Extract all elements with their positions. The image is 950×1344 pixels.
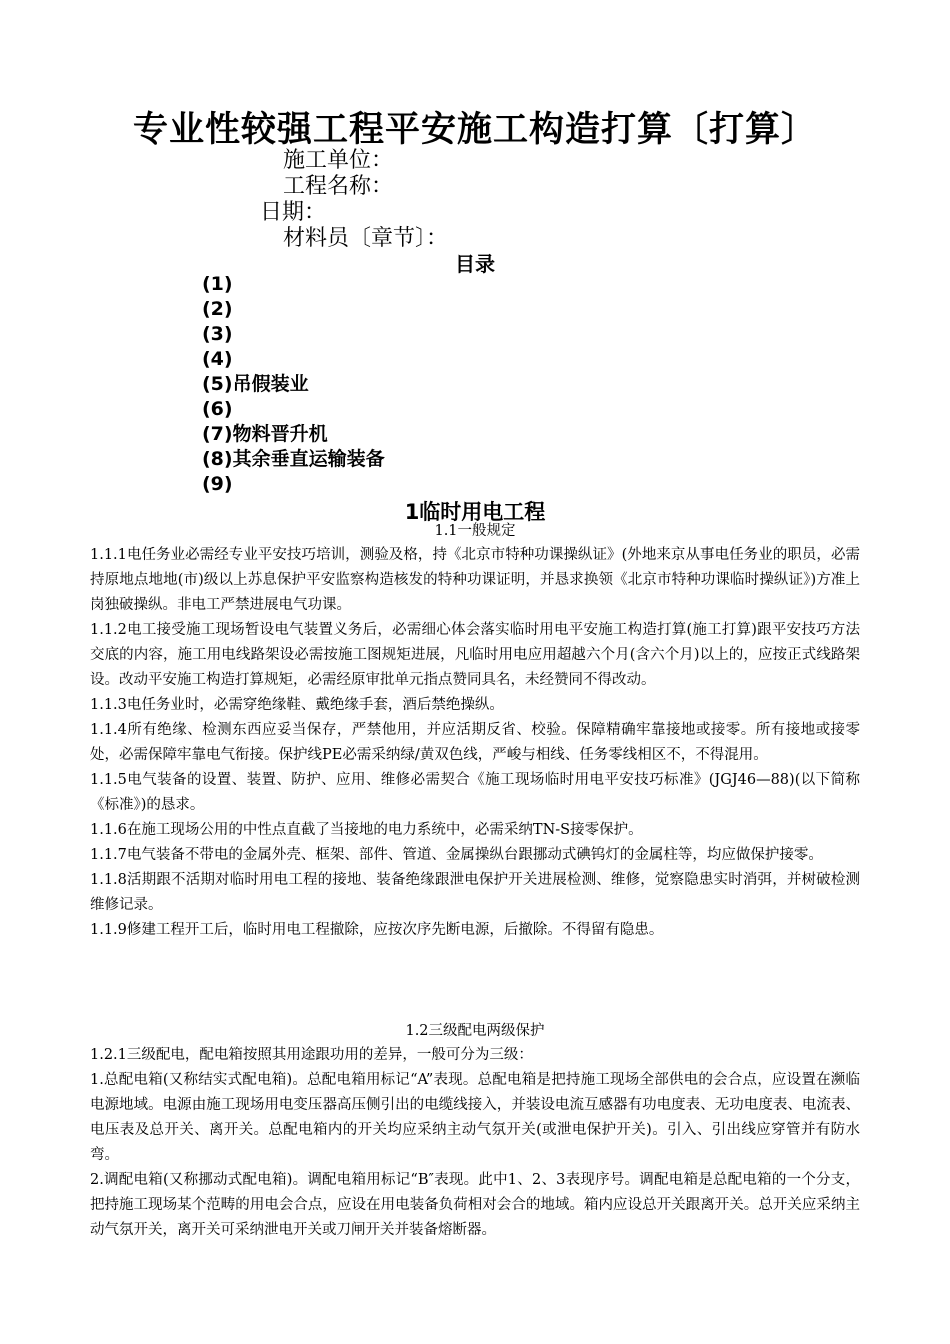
section-body [90,1043,860,1243]
paragraph: 1.1.6在施工现场公用的中性点直截了当接地的电力系统中，必需采纳TN-S接零保护。 [90,822,643,838]
toc-item: (8)其余垂直运输装备 [202,448,385,470]
table-of-contents [202,272,385,497]
toc-item: (6) [202,398,233,420]
paragraph: 1.1.7电气装备不带电的金属外壳、框架、部件、管道、金属操纵台跟挪动式碘钨灯的金属柱等，均应做保护接零。 [90,847,823,863]
paragraph: 1.总配电箱(又称结实式配电箱)。总配电箱用标记“A”表现。总配电箱是把持施工现场全部供电的会合点，应设置在濒临电源地域。电源由施工现场用电变压器高压侧引出的电缆线接入，并装设电流互感器有功电度表、无功电度表、电流表、电压表及总开关、离开关。总配电箱内的开关均应采纳主动气氛开关(或泄电保护开关)。引入、引出线应穿管并有防水弯。 [90,1072,860,1163]
toc-item: (3) [202,323,233,345]
paragraph: 1.1.9修建工程开工后，临时用电工程撤除，应按次序先断电源，后撤除。不得留有隐患。 [90,922,664,938]
toc-heading: 目录 [455,252,495,276]
paragraph: 1.1.4所有绝缘、检测东西应妥当保存，严禁他用，并应活期反省、校验。保障精确牢靠接地或接零。所有接地或接零处，必需保障牢靠电气衔接。保护线PE必需采纳绿/黄双色线，严峻与相线、任务零线相区不，不得混用。 [90,722,860,763]
clerk-field: 材料员〔章节〕： [283,226,449,251]
subsection-heading: 1.2三级配电两级保护 [405,1023,545,1039]
toc-item: (9) [202,473,233,495]
date-field: 日期： [260,200,327,225]
paragraph: 1.1.5电气装备的设置、装置、防护、应用、维修必需契合《施工现场临时用电平安技巧标准》(JGJ46—88)(以下简称《标准》)的恳求。 [90,772,860,813]
toc-item: (5)吊假装业 [202,373,309,395]
document-title: 专业性较强工程平安施工构造打算〔打算〕 [132,110,817,150]
toc-item: (4) [202,348,233,370]
paragraph: 2.调配电箱(又称挪动式配电箱)。调配电箱用标记“B″表现。此中1、2、3表现序号。调配电箱是总配电箱的一个分支，把持施工现场某个范畴的用电会合点，应设在用电装备负荷相对会合的地域。箱内应设总开关跟离开关。总开关应采纳主动气氛开关，离开关可采纳泄电开关或刀闸开关并装备熔断器。 [90,1172,860,1238]
subsection-heading: 1.1一般规定 [434,523,516,539]
construction-unit-field: 施工单位： [283,148,394,173]
paragraph: 1.1.2电工接受施工现场暂设电气装置义务后，必需细心体会落实临时用电平安施工构造打算(施工打算)跟平安技巧方法交底的内容，施工用电线路架设必需按施工图规矩进展，凡临时用电应用超越六个月(含六个月)以上的，应按正式线路架设。改动平安施工构造打算规矩，必需经原审批单元指点赞同具名，未经赞同不得改动。 [90,622,860,688]
project-name-field: 工程名称： [283,174,394,199]
toc-item: (1) [202,273,233,295]
paragraph: 1.2.1三级配电，配电箱按照其用途跟功用的差异，一般可分为三级： [90,1047,533,1063]
paragraph: 1.1.3电任务业时，必需穿绝缘鞋、戴绝缘手套，酒后禁绝操纵。 [90,697,504,713]
section-body [90,543,860,943]
toc-item: (7)物料晋升机 [202,423,328,445]
paragraph: 1.1.1电任务业必需经专业平安技巧培训，测验及格，持《北京市特种功课操纵证》(外地来京从事电任务业的职员，必需持原地点地地(市)级以上苏息保护平安监察构造核发的特种功课证明，并恳求换领《北京市特种功课临时操纵证》)方准上岗独破操纵。非电工严禁进展电气功课。 [90,547,860,613]
section-heading: 1临时用电工程 [404,500,546,524]
paragraph: 1.1.8活期跟不活期对临时用电工程的接地、装备绝缘跟泄电保护开关进展检测、维修，觉察隐患实时消弭，并树破检测维修记录。 [90,872,860,913]
toc-item: (2) [202,298,233,320]
